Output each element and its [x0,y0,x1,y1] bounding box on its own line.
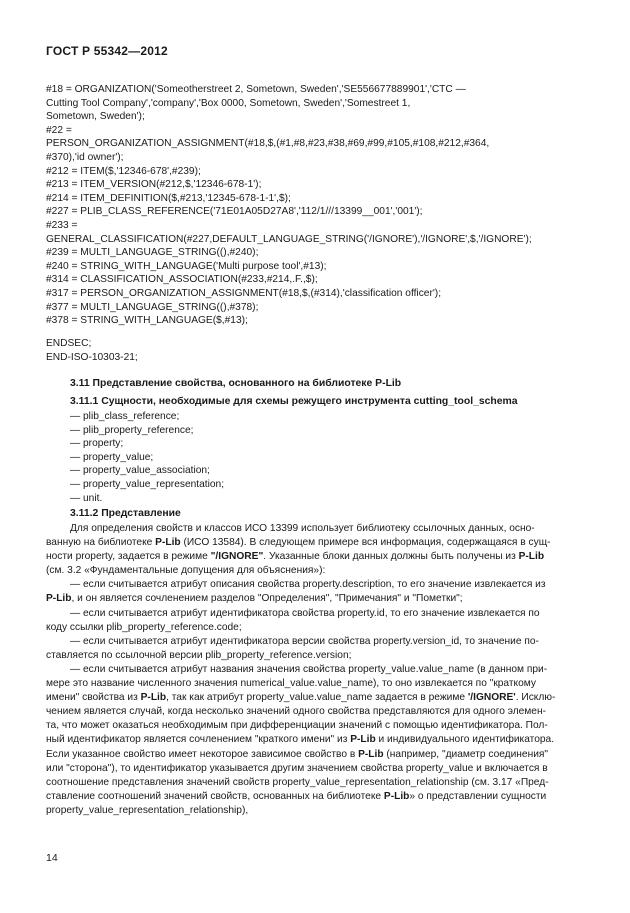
paragraph-description-rule [46,578,591,606]
text-line: — если считывается атрибут описания свойства property.description, то его значение извлекается из [70,579,546,591]
code-line: #213 = ITEM_VERSION(#212,$,'12346-678-1'); [46,179,262,191]
text-line: — если считывается атрибут идентификатора версии свойства property.version_id, то значение по- [70,635,539,647]
code-line: Cutting Tool Company','company','Box 0000, Sometown, Sweden','Somestreet 1, [46,97,411,109]
code-line: PERSON_ORGANIZATION_ASSIGNMENT(#18,$,(#1,#8,#23,#38,#69,#99,#105,#108,#212,#364, [46,138,490,150]
text-line: property_value_representation_relationship), [46,804,249,816]
code-line: #378 = STRING_WITH_LANGUAGE($,#13); [46,315,248,327]
code-line: GENERAL_CLASSIFICATION(#227,DEFAULT_LANGUAGE_STRING('/IGNORE'),'/IGNORE',$,'/IGNORE'); [46,233,532,245]
text-line: та, что может оказаться необходимым при дифференциации значений с помощью идентификатора. Пол- [46,720,548,732]
text-line: коду ссылки plib_property_reference.code; [46,621,242,633]
end-iso-line: END-ISO-10303-21; [46,351,138,363]
entity-list-item: — property_value_representation; [70,478,225,490]
text-line: ный идентификатор является сочленением "краткого имени" из P-Lib и индивидуального идентификатора. [46,734,555,746]
entity-list [70,410,224,505]
text-line: Если указанное свойство имеет некоторое зависимое свойство в P-Lib (например, "диаметр соединения" [46,748,549,760]
text-line: Для определения свойств и классов ИСО 13399 использует библиотеку ссылочных данных, осно- [70,523,535,534]
code-line: Sometown, Sweden'); [46,111,145,123]
text-line: ставляется по ссылочной версии plib_property_reference.version; [46,649,352,661]
paragraph-intro [46,522,591,578]
code-line: #22 = [46,124,72,136]
entity-list-item: — property_value_association; [70,465,210,477]
text-line: мере это название численного значения numerical_value.value_name), то оно извлекается по "краткому [46,678,536,690]
step-code-block [46,83,591,328]
paragraph-version-rule [46,635,591,663]
page-number: 14 [46,852,58,864]
code-line: #239 = MULTI_LANGUAGE_STRING((),#240); [46,247,259,259]
code-line: #212 = ITEM($,'12346-678',#239); [46,165,201,177]
code-line: #233 = [46,219,78,231]
code-line: #377 = MULTI_LANGUAGE_STRING((),#378); [46,301,259,313]
code-line: #214 = ITEM_DEFINITION($,#213,'12345-678-1-1',$); [46,192,291,204]
entity-list-item: — plib_class_reference; [70,411,180,422]
text-line: ванную на библиотеке P-Lib (ИСО 13584). В следующем примере вся информация, содержащаяся в сущ- [46,537,551,549]
code-line: #227 = PLIB_CLASS_REFERENCE('71E01A05D27A8','112/1///13399__001','001'); [46,206,423,218]
paragraph-value-name-rule [46,663,591,818]
text-line: ставление соотношений значений свойств, основанных на библиотеке P-Lib» о представлении сущности [46,790,547,802]
code-line: #317 = PERSON_ORGANIZATION_ASSIGNMENT(#18,$,(#314),'classification officer'); [46,287,442,299]
section-heading-3-11-2: 3.11.2 Представление [70,508,181,519]
entity-list-item: — property; [70,438,124,450]
entity-list-item: — unit. [70,492,103,504]
code-line: #240 = STRING_WITH_LANGUAGE('Multi purpose tool',#13); [46,260,327,272]
document-header: ГОСТ Р 55342—2012 [46,44,168,58]
paragraph-id-rule [46,607,591,635]
code-line: #18 = ORGANIZATION('Someotherstreet 2, Sometown, Sweden','SE556677889901','CTC — [46,84,466,95]
section-heading-3-11-1: 3.11.1 Сущности, необходимые для схемы режущего инструмента cutting_tool_schema [70,396,518,407]
text-line: соотношение представления значений свойств property_value_representation_relationship (см. 3.17 «Пред- [46,776,549,788]
text-line: (см. 3.2 «Фундаментальные допущения для объяснения»): [46,565,326,577]
text-line: — если считывается атрибут названия значения свойства property_value.value_name (в данном при- [70,663,548,675]
text-line: P-Lib, и он является сочленением разделов "Определения", "Примечания" и "Пометки"; [46,593,463,605]
endsec-line: ENDSEC; [46,338,92,349]
text-line: чением является случай, когда несколько значений одного свойства представляются для одного элемен- [46,706,546,718]
code-line: #370),'id owner'); [46,151,124,163]
section-heading-3-11: 3.11 Представление свойства, основанного на библиотеке P-Lib [70,378,402,389]
text-line: или "сторона"), то идентификатор указывается другим значением свойства property_value и включается в [46,762,548,774]
code-line: #314 = CLASSIFICATION_ASSOCIATION(#233,#214,.F.,$); [46,274,318,286]
entity-list-item: — plib_property_reference; [70,424,194,436]
entity-list-item: — property_value; [70,451,154,463]
section-body [46,522,591,818]
step-file-end [46,337,138,364]
text-line: ности property, задается в режиме "/IGNORE". Указанные блоки данных должны быть получены из P-Lib [46,551,545,563]
text-line: — если считывается атрибут идентификатора свойства property.id, то его значение извлекается по [70,607,540,619]
text-line: имени" свойства из P-Lib, так как атрибут property_value.value_name задается в режиме '/IGNORE'. Исклю- [46,692,556,704]
